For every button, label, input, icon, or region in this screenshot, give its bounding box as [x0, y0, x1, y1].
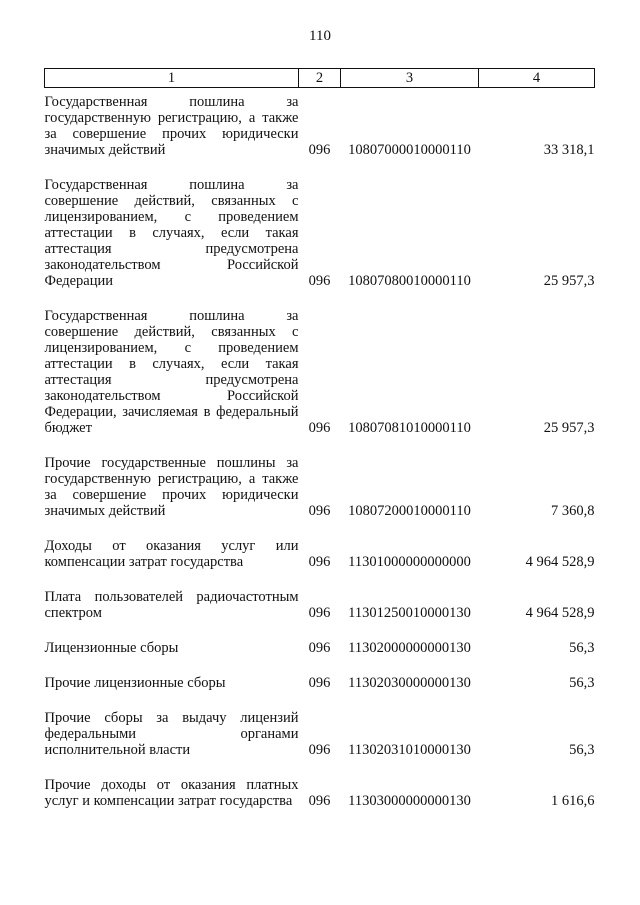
- row-amount: 56,3: [569, 742, 595, 758]
- column-header-2: 2: [299, 69, 341, 88]
- row-name: Прочие лицензионные сборы: [44, 675, 226, 691]
- row-admin-code: 096: [308, 554, 331, 570]
- row-admin-code: 096: [308, 640, 331, 656]
- row-amount: 56,3: [569, 640, 595, 656]
- table-row: [45, 289, 595, 436]
- table-row: [45, 158, 595, 289]
- row-admin-code: 096: [308, 675, 331, 691]
- row-admin-code: 096: [308, 503, 331, 519]
- row-revenue-code: 10807200010000110: [348, 503, 471, 519]
- table-row: [45, 570, 595, 621]
- row-revenue-code: 11301250010000130: [348, 605, 471, 621]
- row-revenue-code: 11302000000000130: [348, 640, 471, 656]
- page-number: 110: [309, 28, 331, 44]
- row-amount: 1 616,6: [551, 793, 595, 809]
- table-row: [45, 88, 595, 159]
- table-row: [45, 656, 595, 691]
- row-revenue-code: 11301000000000000: [348, 554, 471, 570]
- row-admin-code: 096: [308, 142, 331, 158]
- row-name: Прочие доходы от оказания платных услуг и компенсации затрат государства: [44, 777, 299, 809]
- table-row: [45, 519, 595, 570]
- table-body: [45, 88, 595, 810]
- row-name: Государственная пошлина за совершение действий, связанных с лицензированием, с проведением аттестации в случаях, если такая аттестация предусмотрена законодательством Российской Федерации, зачисляемая в федеральный бюджет: [44, 308, 299, 436]
- row-amount: 25 957,3: [543, 420, 595, 436]
- row-name: Плата пользователей радиочастотным спектром: [44, 589, 299, 621]
- row-amount: 4 964 528,9: [525, 605, 595, 621]
- table-row: [45, 621, 595, 656]
- row-revenue-code: 11302030000000130: [348, 675, 471, 691]
- row-admin-code: 096: [308, 420, 331, 436]
- row-amount: 25 957,3: [543, 273, 595, 289]
- table-row: [45, 691, 595, 758]
- row-admin-code: 096: [308, 273, 331, 289]
- row-name: Государственная пошлина за государственную регистрацию, а также за совершение прочих юридически значимых действий: [44, 94, 299, 158]
- row-admin-code: 096: [308, 742, 331, 758]
- table-row: [45, 436, 595, 519]
- table-header: [45, 69, 595, 88]
- row-amount: 7 360,8: [551, 503, 595, 519]
- row-name: Государственная пошлина за совершение действий, связанных с лицензированием, с проведением аттестации в случаях, если такая аттестация предусмотрена законодательством Российской Федерации: [44, 177, 299, 289]
- row-name: Прочие государственные пошлины за государственную регистрацию, а также за совершение прочих юридически значимых действий: [44, 455, 299, 519]
- column-header-4: 4: [479, 69, 595, 88]
- row-revenue-code: 10807080010000110: [348, 273, 471, 289]
- row-revenue-code: 10807081010000110: [348, 420, 471, 436]
- row-revenue-code: 10807000010000110: [348, 142, 471, 158]
- table-row: [45, 758, 595, 809]
- column-header-1: 1: [45, 69, 299, 88]
- row-amount: 56,3: [569, 675, 595, 691]
- row-admin-code: 096: [308, 605, 331, 621]
- row-name: Лицензионные сборы: [44, 640, 179, 656]
- budget-table: [44, 68, 595, 809]
- row-revenue-code: 11302031010000130: [348, 742, 471, 758]
- row-revenue-code: 11303000000000130: [348, 793, 471, 809]
- row-admin-code: 096: [308, 793, 331, 809]
- column-header-3: 3: [341, 69, 479, 88]
- row-amount: 4 964 528,9: [525, 554, 595, 570]
- row-amount: 33 318,1: [543, 142, 595, 158]
- row-name: Доходы от оказания услуг или компенсации затрат государства: [44, 538, 299, 570]
- row-name: Прочие сборы за выдачу лицензий федеральными органами исполнительной власти: [44, 710, 299, 758]
